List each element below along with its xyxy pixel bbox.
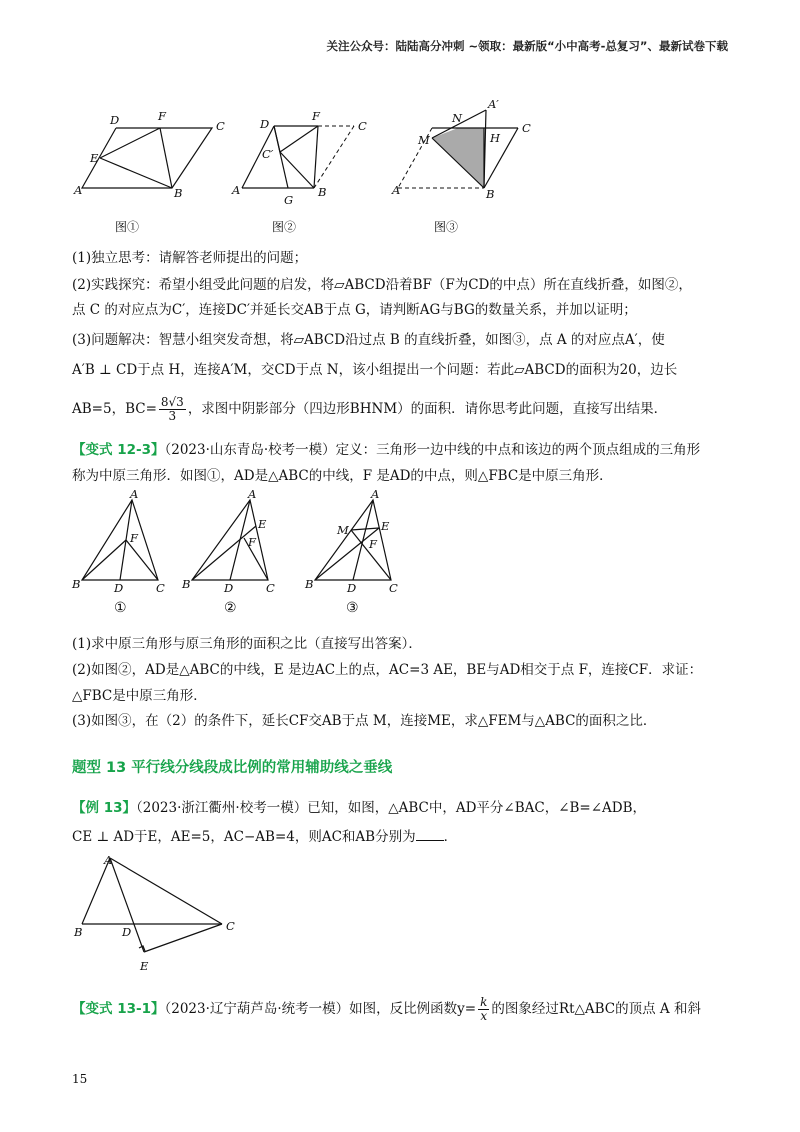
ex13-label-e: E [140,959,149,973]
ex13-label-d: D [122,925,132,939]
fig3-label-b: B [486,187,495,201]
bc-fraction-numerator: 8√3 [160,395,184,409]
fig3-label-h: H [490,131,501,145]
fig3-label-c: C [522,121,531,135]
q12-2-part3b: A′B ⊥ CD于点 H，连接A′M，交CD于点 N，该小组提出一个问题：若此▱ABCD的面积为20，边长 [72,362,678,378]
page-header: 关注公众号：陆陆高分冲刺 ~领取：最新版“小中高考-总复习”、最新试卷下载 [326,39,728,53]
bc-fraction [159,396,186,423]
tri1-label-c: C [156,581,165,595]
fig2-label-g: G [284,193,294,207]
q12-3-sub3: (3)如图③，在（2）的条件下，延长CF交AB于点 M，连接ME，求△FEM与△ABC的面积之比． [72,713,657,729]
fig1-label-b: B [174,186,183,200]
tri1-label-d: D [114,581,124,595]
page-number: 15 [72,1072,88,1086]
tri2-caption: ② [224,600,237,616]
figure-3-parallelogram [390,97,550,220]
fig2-label-b: B [318,185,327,199]
fig2-label-f: F [312,109,320,123]
fig1-label-d: D [110,113,120,127]
fig3-label-n: N [452,111,463,125]
ex13-text2: CE ⊥ AD于E，AE=5，AC−AB=4，则AC和AB分别为 [72,829,416,845]
q12-3-line2: 称为中原三角形．如图①，AD是△ABC的中线，F 是AD的中点，则△FBC是中原三角形． [72,468,613,484]
q13-1-line1 [72,992,732,1026]
q12-2-ab-bc: AB=5，BC= [72,401,157,417]
q12-3-line1 [72,440,732,460]
fig2-label-c-prime: C′ [262,147,274,161]
tri3-label-d: D [347,581,357,595]
tri1-caption: ① [114,600,127,616]
tri1-label-f: F [130,531,138,545]
q12-3-sub2a: (2)如图②，AD是△ABC的中线，E 是边AC上的点，AC=3 AE，BE与AD相交于点 F，连接CF．求证： [72,662,703,678]
bc-fraction-denominator: 3 [168,409,177,423]
fig1-label-a: A [74,183,83,197]
ex13-line1 [72,798,732,818]
triangle-figure-3 [305,488,415,598]
tri3-label-m: M [337,523,349,537]
fig1-label-e: E [90,151,99,165]
q12-2-part2b: 点 C 的对应点为C′，连接DC′并延长交AB于点 G，请判断AG与BG的数量关系，并加以证明； [72,302,637,318]
q13-1-text-post: 的图象经过Rt△ABC的顶点 A 和斜 [491,1001,701,1017]
q12-2-part1: (1)独立思考：请解答老师提出的问题； [72,250,308,266]
ex13-line2 [72,826,732,847]
fig2-label-d: D [260,117,270,131]
fig2-label-a: A [232,183,241,197]
q12-3-sub2b: △FBC是中原三角形． [72,688,207,704]
k-numerator: k [480,995,488,1009]
q13-1-tag: 【变式 13-1】 [72,1001,165,1017]
section-13-title: 题型 13 平行线分线段成比例的常用辅助线之垂线 [72,760,393,776]
fig3-label-a-prime: A′ [488,97,499,111]
tri2-label-a: A [248,487,257,501]
ex13-text2-end: ． [443,829,458,845]
tri2-label-b: B [182,577,191,591]
k-over-x-fraction [478,996,489,1023]
ex13-label-c: C [226,919,235,933]
q12-2-part3a: (3)问题解决：智慧小组突发奇想，将▱ABCD沿过点 B 的直线折叠，如图③，点 A 的对应点A′，使 [72,332,665,348]
ex13-tag: 【例 13】 [72,800,136,816]
answer-blank[interactable] [416,826,444,841]
q12-2-part2a: (2)实践探究：希望小组受此问题的启发，将▱ABCD沿着BF（F为CD的中点）所在直线折叠，如图②， [72,277,692,293]
triangle-figure-2 [182,488,292,598]
fig3-label-a: A [392,183,401,197]
tri2-label-e: E [258,517,267,531]
tri2-label-f: F [248,535,256,549]
tri1-label-b: B [72,577,81,591]
fig2-label-c: C [358,119,367,133]
q13-1-text-pre: （2023·辽宁葫芦岛·统考一模）如图，反比例函数y= [164,1001,477,1017]
fig2-caption: 图② [272,220,297,234]
q12-3-tag: 【变式 12-3】 [72,442,165,458]
tri3-label-f: F [369,537,377,551]
example-13-figure [72,852,252,977]
q12-2-part3c [72,390,732,428]
x-denominator: x [480,1009,488,1023]
tri2-label-d: D [224,581,234,595]
tri3-label-e: E [381,519,390,533]
fig1-caption: 图① [115,220,140,234]
fig1-label-f: F [158,109,166,123]
ex13-label-b: B [74,925,83,939]
fig3-caption: 图③ [434,220,459,234]
tri1-label-a: A [130,487,139,501]
tri3-caption: ③ [346,600,359,616]
ex13-text1: （2023·浙江衢州·校考一模）已知，如图，△ABC中，AD平分∠BAC，∠B=∠ADB， [136,800,647,816]
figure-1-parallelogram [72,100,232,210]
tri3-label-c: C [389,581,398,595]
tri3-label-b: B [305,577,314,591]
q12-3-sub1: (1)求中原三角形与原三角形的面积之比（直接写出答案）． [72,636,422,652]
fig3-label-m: M [418,133,430,147]
figure-2-parallelogram [232,100,392,220]
q12-2-part3c-tail: ，求图中阴影部分（四边形BHNM）的面积．请你思考此问题，直接写出结果． [187,401,668,417]
q12-3-text1: （2023·山东青岛·校考一模）定义：三角形一边中线的中点和该边的两个顶点组成的三角形 [164,442,701,458]
ex13-label-a: A [104,853,113,867]
tri2-label-c: C [266,581,275,595]
tri3-label-a: A [371,487,380,501]
fig1-label-c: C [216,119,225,133]
triangle-figure-1 [72,488,182,598]
